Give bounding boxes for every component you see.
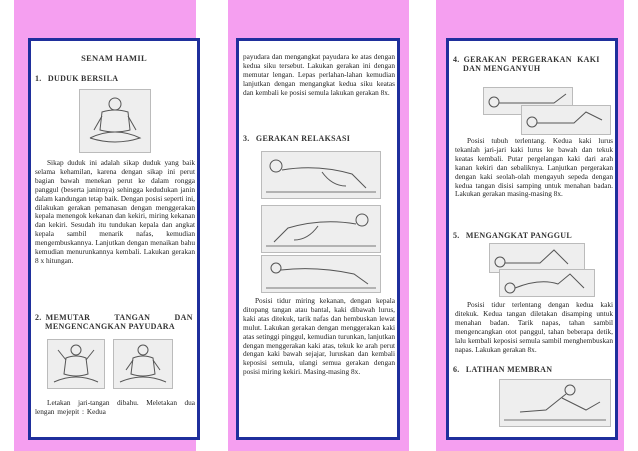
leg-movement-illustration-2 [521,105,611,135]
section-1-text: Sikap duduk ini adalah sikap duduk yang baik selama kehamilan, karena dengan sikap ini perut bagian bawah menekan perut ke dalam rongga panggul (beserta janinnya) sehingga kedudukan janin dalam kandungan tetap baik. Dengan posisi seperti ini, dilakukan gerakan pemanasan dengan menggerakan kepala menengok kekanan dan kekiri, miring kekanan dan kekiri. Sesudah itu tundukan kepala dan angkat kepala sambil menarik nafas, kemudian mengembuskannya. Lanjutkan dengan menaikan bahu kemudian menurunkannya kembali. Lakukan gerakan 8 x hitungan. [35,158,195,265]
section-4-text: Posisi tubuh terlentang. Kedua kaki lurus tekanlah jari-jari kaki lurus ke bawah dan tekuk keatas kembali. Putar pergelangan kaki dari arah kanan kekiri dan sebaliknya. Lanjutkan pergerakan dengan kaki seolah-olah mengayuh sepeda dengan kedua tangan disisi samping untuk menahan badan. Lakukan gerakan masing-masing 8x. [455,136,613,199]
middle-panel [236,38,400,440]
section-2-title-line1: MEMUTAR TANGAN DAN [45,313,193,322]
relaxation-illustration-1 [261,151,381,199]
sitting-cross-legged-illustration [79,89,151,153]
membrane-exercise-illustration [499,379,611,427]
section-2-text: Letakan jari-tangan dibahu. Meletakan dua lengan mejepit : Kedua [35,398,195,416]
arm-rotation-illustration-1 [47,339,105,389]
left-panel [28,38,200,440]
section-6-heading [453,365,552,374]
section-3-text: Posisi tidur miring kekanan, dengan kepala ditopang tangan atau bantal, kaki dibawah lurus, kaki atas ditekuk, tarik nafas dan hembuskan lewat mulut. Lakukan gerakan dengan menggerakan kaki atas setinggi pinggul, kemudian turunkan, lanjutkan dengan menggerakan kaki atas, tekuk ke arah perut dengan kaki bawah sejajar, luruskan dan kembali keposisi semula, ulangi semua gerakan dengan posisi miring kekiri. Masing-masing 8x. [243,296,395,377]
section-1-heading [35,74,118,83]
relaxation-illustration-2 [261,205,381,253]
section-4-number: 4. [453,55,460,64]
section-2-heading [35,313,197,331]
section-2-title-line2: MENGENCANGKAN PAYUDARA [45,322,175,331]
section-5-text: Posisi tidur terlentang dengan kedua kaki ditekuk. Kedua tangan diletakan disamping untuk menahan badan. Tarik napas, tahan sambil mengencangkan otot panggul, tahan beberapa detik, lalu kembali keposisi semula sambil menghembuskan napas. Lakukan gerakan 8x. [455,300,613,354]
section-4-heading [453,55,615,73]
section-1-title: DUDUK BERSILA [47,74,119,83]
relaxation-illustration-3 [261,255,381,293]
section-5-title: MENGANGKAT PANGGUL [465,231,572,240]
section-3-number: 3. [243,134,250,143]
section-1-number: 1. [35,74,42,83]
section-6-title: LATIHAN MEMBRAN [465,365,553,374]
section-5-heading [453,231,572,240]
section-3-title: GERAKAN RELAKSASI [255,134,351,143]
page-title: SENAM HAMIL [81,53,147,63]
section-3-heading [243,134,350,143]
section-2-number: 2. [35,313,42,322]
section-5-number: 5. [453,231,460,240]
middle-top-text: payudara dan mengangkat payudara ke atas dengan kedua siku tersebut. Lakukan gerakan ini dengan memutar lengan. Lepas perlahan-lahan kemudian lanjutkan dengan mengangkat kedua siku keatas dan kembali ke posisi semula lakukan gerakan 8x. [243,52,395,97]
arm-rotation-illustration-2 [113,339,173,389]
right-panel [446,38,618,440]
section-6-number: 6. [453,365,460,374]
section-4-title-line2: DAN MENGANYUH [463,64,541,73]
pelvic-lift-illustration-2 [499,269,595,297]
section-4-title-line1: GERAKAN PERGERAKAN KAKI [463,55,600,64]
